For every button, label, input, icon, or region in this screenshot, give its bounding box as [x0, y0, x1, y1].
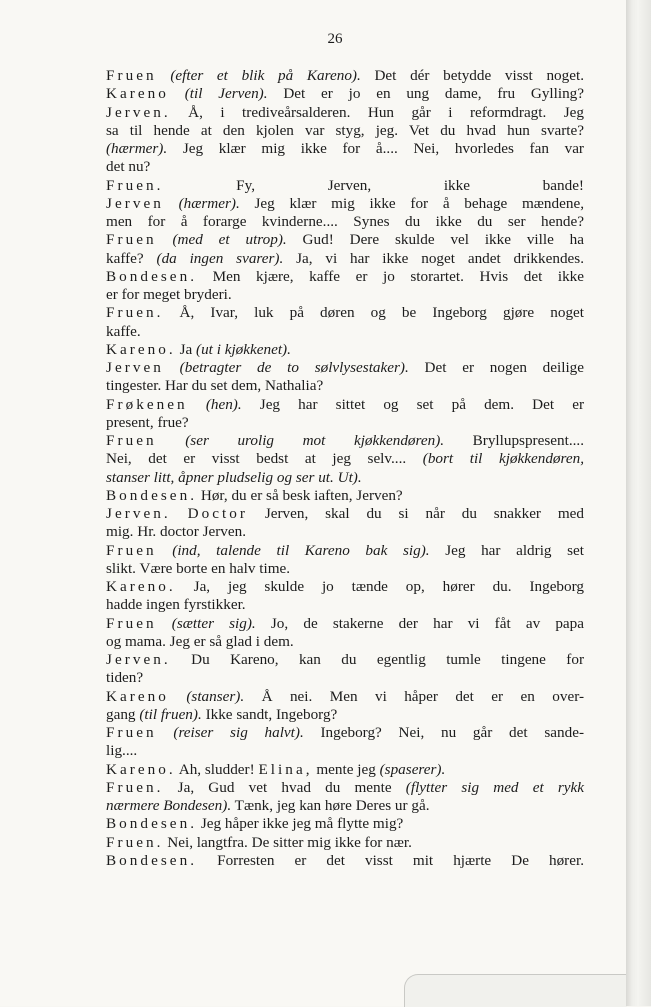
speaker-name: Jerven.	[106, 651, 171, 668]
stage-direction: (da ingen svarer).	[143, 249, 284, 267]
dialogue-text: Jo, de stakerne der har vi fåt av papa	[255, 614, 584, 632]
dialogue-text: present, frue?	[106, 413, 189, 431]
dialogue-text	[157, 432, 186, 449]
text-line	[106, 377, 584, 395]
speaker-name: Jerven.	[106, 103, 171, 121]
stage-direction: (sætter sig).	[171, 614, 256, 632]
dialogue-text: Nei, det er visst bedst at jeg selv....	[106, 450, 423, 468]
dialogue-text: sa til hende at den kjolen var styg, jeg. Vet du hvad hun svarte?	[106, 121, 584, 139]
speaker-name: Fruen.	[106, 304, 164, 322]
dialogue-text	[157, 724, 174, 741]
speaker-name: Jerven	[106, 359, 164, 376]
dialogue-text: Forresten er det visst mit hjærte De hører.	[197, 851, 584, 869]
stage-direction: (ind, talende til Kareno bak sig).	[172, 541, 430, 559]
speaker-name: Doctor	[187, 505, 248, 522]
text-line	[106, 761, 584, 779]
dialogue-text: Å, i trediveårsalderen. Hun går i reformdragt. Jeg	[170, 103, 584, 121]
text-line	[106, 286, 584, 304]
stage-direction: (hærmer).	[106, 140, 168, 157]
text-line	[106, 104, 584, 122]
dialogue-text: Fy, Jerven, ikke bande!	[163, 176, 584, 194]
text-line	[106, 523, 584, 541]
dialogue-text: Ja, jeg skulde jo tænde op, hører du. Ingeborg	[175, 578, 584, 595]
text-line	[106, 85, 584, 103]
dialogue-text: tiden?	[106, 669, 144, 687]
dialogue-text: Jeg håper ikke jeg må flytte mig?	[197, 815, 404, 833]
text-line	[106, 396, 584, 414]
dialogue-text	[169, 688, 186, 705]
stage-direction: (betragter de to sølvlysestaker).	[179, 359, 409, 376]
dialogue-text	[157, 542, 173, 559]
page-corner-fold	[404, 974, 627, 1007]
dialogue-text: Jerven, skal du si når du snakker med	[248, 505, 584, 522]
dialogue-text	[164, 195, 179, 212]
page-number: 26	[327, 31, 343, 47]
speaker-name: Fruen	[106, 432, 157, 449]
dialogue-text: Ja	[175, 340, 197, 358]
dialogue-text: Tænk, jeg kan høre Deres ur gå.	[231, 797, 430, 814]
text-line	[106, 140, 584, 158]
speaker-name: Kareno.	[106, 578, 176, 595]
stage-direction: (reiser sig halvt).	[173, 724, 304, 741]
dialogue-text: tingester. Har du set dem, Nathalia?	[106, 377, 324, 395]
text-line	[106, 213, 584, 231]
text-line	[106, 341, 584, 359]
text-line	[106, 633, 584, 651]
text-line	[106, 231, 584, 249]
speaker-name: Elina,	[258, 760, 313, 778]
dialogue-text: Det er jo en ung dame, fru Gylling?	[267, 85, 584, 103]
speaker-name: Fruen.	[106, 833, 164, 851]
stage-direction: (med et utrop).	[172, 231, 287, 249]
stage-direction: stanser litt, åpner pludselig og ser ut. Ut).	[106, 468, 362, 486]
dialogue-text: kaffe.	[106, 322, 141, 340]
dialogue-text: Ja, vi har ikke noget andet drikkendes.	[283, 249, 584, 267]
speaker-name: Kareno	[106, 85, 169, 103]
text-line	[106, 651, 584, 669]
speaker-name: Kareno.	[106, 760, 176, 778]
speaker-name: Bondesen.	[106, 815, 198, 833]
dialogue-text	[157, 67, 171, 84]
dialogue-text: Det dér betydde visst noget.	[360, 67, 585, 84]
dialogue-text: Jeg klær mig ikke for å behage mændene,	[239, 194, 584, 212]
dialogue-text: Å nei. Men vi håper det er en over-	[244, 687, 585, 705]
text-line	[106, 724, 584, 742]
text-line	[106, 505, 584, 523]
text-line	[106, 852, 584, 870]
text-line	[106, 304, 584, 322]
page-text	[106, 67, 584, 870]
text-line	[106, 158, 584, 176]
dialogue-text: Jeg har aldrig set	[429, 541, 585, 559]
text-line	[106, 542, 584, 560]
text-line	[106, 323, 584, 341]
text-line	[106, 615, 584, 633]
dialogue-text: og mama. Jeg er så glad i dem.	[106, 632, 294, 650]
text-line	[106, 834, 584, 852]
text-line	[106, 797, 584, 815]
dialogue-text	[164, 359, 180, 376]
stage-direction: (bort til kjøkkendøren,	[422, 450, 585, 468]
stage-direction: (til fruen).	[139, 705, 202, 723]
speaker-name: Frøkenen	[106, 395, 188, 413]
speaker-name: Bondesen.	[106, 851, 198, 869]
text-line	[106, 487, 584, 505]
stage-direction: (spaserer).	[379, 760, 446, 778]
text-line	[106, 742, 584, 760]
text-line	[106, 669, 584, 687]
dialogue-text: slikt. Være borte en halv time.	[106, 559, 291, 577]
dialogue-text: er for meget bryderi.	[106, 286, 232, 303]
speaker-name: Bondesen.	[106, 267, 198, 285]
dialogue-text: Ja, Gud vet hvad du mente	[163, 778, 406, 796]
text-line	[106, 414, 584, 432]
dialogue-text: Du Kareno, kan du egentlig tumle tingene for	[170, 651, 584, 668]
text-line	[106, 688, 584, 706]
speaker-name: Fruen	[106, 67, 157, 84]
text-line	[106, 469, 584, 487]
page-edge	[626, 0, 651, 1006]
text-line	[106, 450, 584, 468]
stage-direction: (til Jerven).	[184, 85, 268, 103]
text-line	[106, 432, 584, 450]
dialogue-text: Ah, sludder!	[175, 760, 259, 778]
dialogue-text	[171, 505, 188, 522]
dialogue-text: Jeg klær mig ikke for å.... Nei, hvorledes fan var	[167, 140, 584, 157]
stage-direction: (hen).	[205, 395, 242, 413]
dialogue-text: Det er nogen deilige	[408, 359, 585, 376]
stage-direction: (stanser).	[186, 687, 245, 705]
dialogue-text	[188, 396, 206, 413]
text-line	[106, 578, 584, 596]
dialogue-text: men for å forarge kvinderne.... Synes du ikke du ser hende?	[106, 213, 584, 230]
dialogue-text: det nu?	[106, 158, 151, 176]
dialogue-text: hadde ingen fyrstikker.	[106, 596, 246, 614]
speaker-name: Fruen	[106, 541, 157, 559]
dialogue-text: gang	[106, 705, 140, 723]
dialogue-text: Jeg har sittet og set på dem. Det er	[241, 395, 584, 413]
dialogue-text	[157, 615, 172, 632]
text-line	[106, 560, 584, 578]
text-line	[106, 706, 584, 724]
dialogue-text: lig....	[106, 742, 138, 760]
stage-direction: nærmere Bondesen).	[106, 797, 232, 814]
text-line	[106, 177, 584, 195]
text-line	[106, 67, 584, 85]
speaker-name: Kareno.	[106, 340, 176, 358]
text-line	[106, 596, 584, 614]
speaker-name: Kareno	[106, 687, 169, 705]
speaker-name: Fruen	[106, 724, 157, 741]
dialogue-text	[157, 231, 173, 248]
text-line	[106, 122, 584, 140]
speaker-name: Jerven.	[106, 505, 171, 522]
speaker-name: Fruen.	[106, 176, 164, 194]
dialogue-text: Hør, du er så besk iaften, Jerven?	[197, 486, 403, 504]
dialogue-text: Bryllupspresent....	[444, 432, 585, 449]
stage-direction: (flytter sig med et rykk	[405, 778, 585, 796]
speaker-name: Fruen	[106, 614, 157, 632]
dialogue-text: Men kjære, kaffe er jo storartet. Hvis det ikke	[197, 267, 584, 285]
dialogue-text: Nei, langtfra. De sitter mig ikke for nær.	[163, 833, 412, 851]
dialogue-text: mig. Hr. doctor Jerven.	[106, 523, 247, 541]
dialogue-text: Å, Ivar, luk på døren og be Ingeborg gjøre noget	[163, 304, 584, 322]
text-line	[106, 250, 584, 268]
stage-direction: (ser urolig mot kjøkkendøren).	[185, 432, 445, 449]
dialogue-text	[169, 85, 185, 102]
stage-direction: (efter et blik på Kareno).	[170, 67, 361, 84]
text-line	[106, 779, 584, 797]
stage-direction: (hærmer).	[178, 194, 240, 212]
speaker-name: Fruen.	[106, 778, 164, 796]
text-line	[106, 268, 584, 286]
text-line	[106, 815, 584, 833]
dialogue-text: mente jeg	[312, 760, 380, 778]
speaker-name: Jerven	[106, 194, 164, 212]
dialogue-text: kaffe?	[106, 249, 144, 267]
speaker-name: Fruen	[106, 231, 157, 249]
dialogue-text: Ingeborg? Nei, nu går det sande-	[303, 724, 584, 741]
dialogue-text: Ikke sandt, Ingeborg?	[201, 705, 338, 723]
text-line	[106, 195, 584, 213]
stage-direction: (ut i kjøkkenet).	[196, 340, 291, 358]
text-line	[106, 359, 584, 377]
speaker-name: Bondesen.	[106, 486, 198, 504]
dialogue-text: Gud! Dere skulde vel ikke ville ha	[286, 231, 585, 249]
